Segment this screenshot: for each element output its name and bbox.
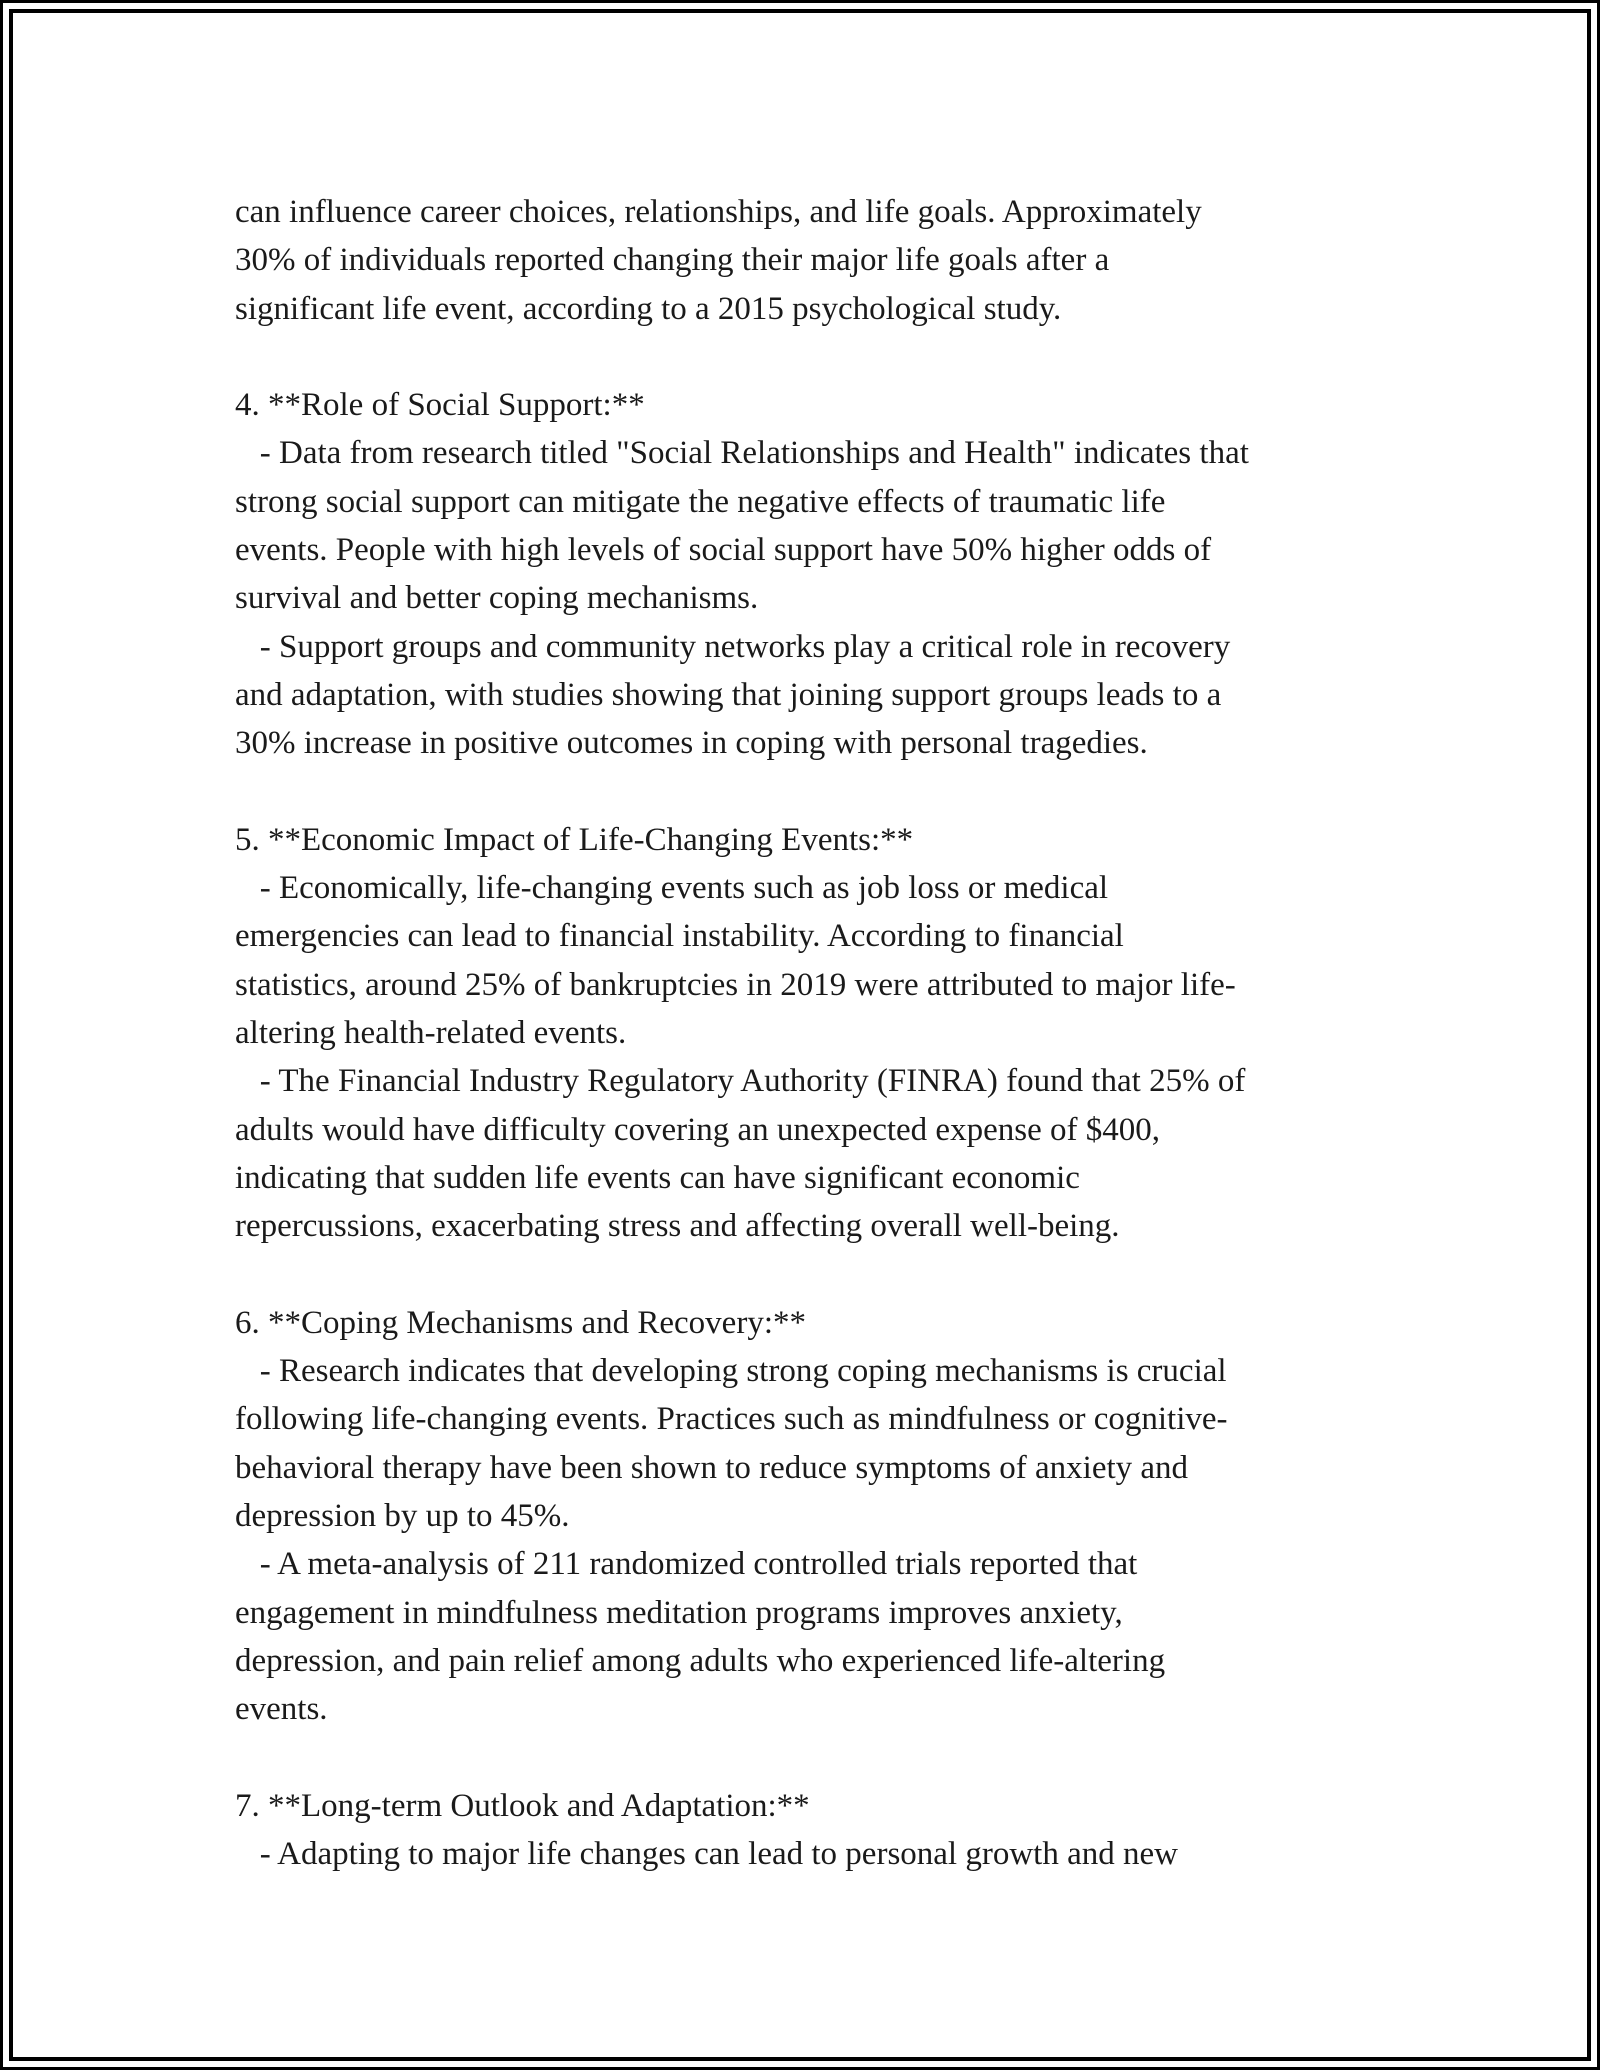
blank-line xyxy=(235,333,1385,381)
text-line: adults would have difficulty covering an unexpected expense of $400, xyxy=(235,1111,1160,1148)
document-body xyxy=(235,188,1385,1878)
text-line: repercussions, exacerbating stress and affecting overall well-being. xyxy=(235,1208,1120,1245)
text-line: following life-changing events. Practices such as mindfulness or cognitive- xyxy=(235,1401,1228,1438)
text-line: - Adapting to major life changes can lead to personal growth and new xyxy=(235,1836,1178,1873)
blank-line xyxy=(235,768,1385,816)
text-line: indicating that sudden life events can have significant economic xyxy=(235,1159,1080,1196)
text-line: 7. **Long-term Outlook and Adaptation:** xyxy=(235,1787,810,1824)
text-line: 30% of individuals reported changing their major life goals after a xyxy=(235,242,1110,279)
text-line: altering health-related events. xyxy=(235,1015,627,1052)
text-line: 5. **Economic Impact of Life-Changing Events:** xyxy=(235,821,914,858)
text-line: - The Financial Industry Regulatory Authority (FINRA) found that 25% of xyxy=(235,1063,1246,1100)
text-line: 30% increase in positive outcomes in coping with personal tragedies. xyxy=(235,725,1148,762)
text-line: - Support groups and community networks play a critical role in recovery xyxy=(235,628,1231,665)
text-line: behavioral therapy have been shown to reduce symptoms of anxiety and xyxy=(235,1449,1189,1486)
text-line: - A meta-analysis of 211 randomized controlled trials reported that xyxy=(235,1546,1138,1583)
text-line: emergencies can lead to financial instability. According to financial xyxy=(235,918,1124,955)
text-line: events. xyxy=(235,1691,328,1728)
text-line: strong social support can mitigate the negative effects of traumatic life xyxy=(235,483,1166,520)
blank-line xyxy=(235,1734,1385,1782)
text-line: statistics, around 25% of bankruptcies in 2019 were attributed to major life- xyxy=(235,966,1236,1003)
text-line: 4. **Role of Social Support:** xyxy=(235,387,645,424)
blank-line xyxy=(235,1251,1385,1299)
text-line: 6. **Coping Mechanisms and Recovery:** xyxy=(235,1304,806,1341)
text-line: - Research indicates that developing strong coping mechanisms is crucial xyxy=(235,1353,1227,1390)
text-line: can influence career choices, relationships, and life goals. Approximately xyxy=(235,194,1202,230)
text-line: - Data from research titled "Social Relationships and Health" indicates that xyxy=(235,435,1249,472)
text-line: survival and better coping mechanisms. xyxy=(235,580,759,617)
text-line: engagement in mindfulness meditation programs improves anxiety, xyxy=(235,1594,1123,1631)
text-line: significant life event, according to a 2015 psychological study. xyxy=(235,290,1062,327)
text-line: events. People with high levels of social support have 50% higher odds of xyxy=(235,532,1212,569)
text-line: - Economically, life-changing events such as job loss or medical xyxy=(235,870,1109,907)
text-line: and adaptation, with studies showing that joining support groups leads to a xyxy=(235,676,1222,713)
text-line: depression, and pain relief among adults who experienced life-altering xyxy=(235,1642,1166,1679)
text-line: depression by up to 45%. xyxy=(235,1498,570,1535)
